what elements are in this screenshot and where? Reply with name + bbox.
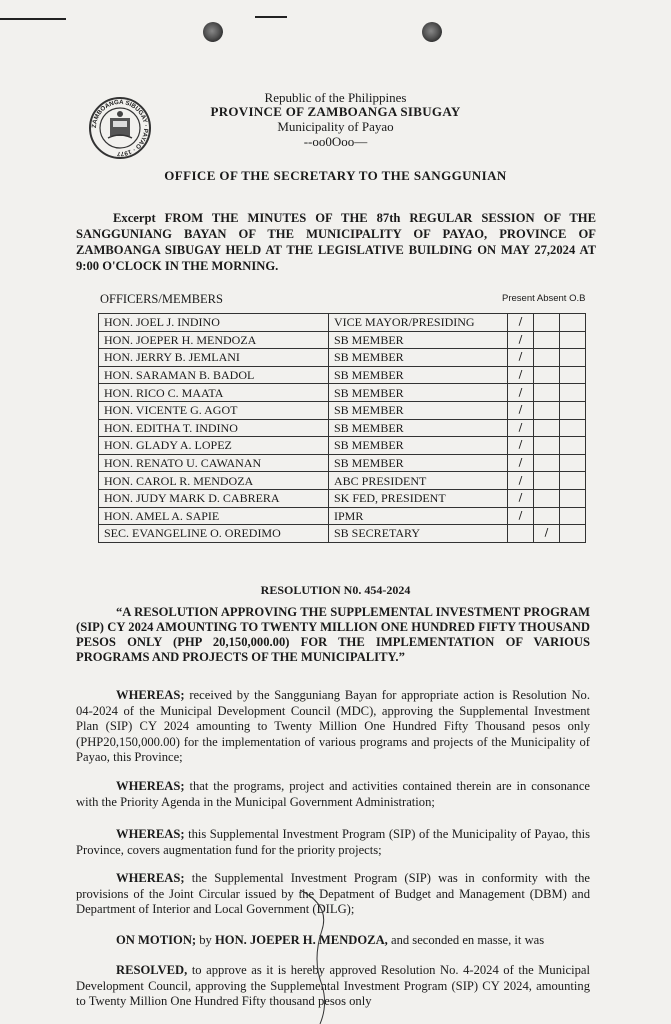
paragraph-lead: WHEREAS; (116, 827, 185, 841)
ob-mark (560, 331, 586, 349)
present-mark: / (508, 401, 534, 419)
absent-mark (534, 454, 560, 472)
member-position: SB MEMBER (329, 384, 508, 402)
present-mark: / (508, 472, 534, 490)
whereas-paragraph (76, 827, 590, 858)
resolved-paragraph (76, 963, 590, 1010)
office-title: OFFICE OF THE SECRETARY TO THE SANGGUNIAN (164, 168, 507, 183)
member-position: SB MEMBER (329, 419, 508, 437)
member-name: HON. JOEL J. INDINO (99, 314, 329, 332)
mover-name: HON. JOEPER H. MENDOZA, (215, 933, 388, 947)
paragraph-lead: RESOLVED, (116, 963, 188, 977)
session-excerpt (76, 210, 596, 274)
whereas-paragraph (76, 779, 590, 810)
paragraph-text: the Supplemental Investment Program (SIP) was in conformity with the provisions of the Joint Circular issued by the Depatment of Budget and Management (DBM) and Department of Interior and Local Government (DILG); (76, 871, 590, 916)
attendance-row (99, 384, 586, 402)
absent-mark (534, 331, 560, 349)
municipality-line: Municipality of Payao (277, 119, 394, 134)
member-name: HON. JOEPER H. MENDOZA (99, 331, 329, 349)
member-position: SK FED, PRESIDENT (329, 489, 508, 507)
paragraph-text: received by the Sangguniang Bayan for appropriate action is Resolution No. 04-2024 of the Municipal Development Council (MDC), approving the Supplemental Investment Plan (SIP) CY 2024 amounting to Twenty Million One Hundred Fifty Thousand pesos only (PHP20,150,000.00) for the implementation of various programs and projects of the Municipality of Payao, this Province; (76, 688, 590, 764)
member-position: SB MEMBER (329, 454, 508, 472)
member-position: SB MEMBER (329, 401, 508, 419)
present-mark: / (508, 314, 534, 332)
ob-mark (560, 384, 586, 402)
present-mark: / (508, 384, 534, 402)
member-name: HON. JERRY B. JEMLANI (99, 349, 329, 367)
attendance-row (99, 437, 586, 455)
member-name: HON. AMEL A. SAPIE (99, 507, 329, 525)
absent-mark (534, 314, 560, 332)
whereas-paragraph (76, 688, 590, 766)
ob-mark (560, 419, 586, 437)
absent-mark (534, 366, 560, 384)
member-name: HON. VICENTE G. AGOT (99, 401, 329, 419)
member-name: HON. JUDY MARK D. CABRERA (99, 489, 329, 507)
attendance-row (99, 419, 586, 437)
member-name: HON. SARAMAN B. BADOL (99, 366, 329, 384)
member-position: SB MEMBER (329, 437, 508, 455)
paragraph-text: and seconded en masse, it was (387, 933, 545, 947)
officers-heading: OFFICERS/MEMBERS (100, 292, 223, 306)
member-name: SEC. EVANGELINE O. OREDIMO (99, 525, 329, 543)
member-position: VICE MAYOR/PRESIDING (329, 314, 508, 332)
attendance-row (99, 331, 586, 349)
attendance-columns-label: Present Absent O.B (502, 293, 586, 304)
ob-mark (560, 454, 586, 472)
ob-mark (560, 489, 586, 507)
excerpt-text: OF THE SANGGUNIANG BAYAN OF THE MUNICIPALITY OF PAYAO, PROVINCE OF ZAMBOANGA SIBUGAY HELD AT THE LEGISLATIVE BUILDING ON MAY 27,2024 AT 9:00 O'CLOCK IN THE MORNING. (76, 211, 596, 273)
attendance-row (99, 366, 586, 384)
member-name: HON. GLADY A. LOPEZ (99, 437, 329, 455)
ob-mark (560, 401, 586, 419)
attendance-row (99, 507, 586, 525)
present-mark: / (508, 437, 534, 455)
province-line: PROVINCE OF ZAMBOANGA SIBUGAY (210, 104, 461, 119)
absent-mark (534, 437, 560, 455)
paragraph-lead: ON MOTION; (116, 933, 197, 947)
attendance-row (99, 489, 586, 507)
ob-mark (560, 349, 586, 367)
attendance-row (99, 349, 586, 367)
absent-mark (534, 401, 560, 419)
ob-mark (560, 507, 586, 525)
attendance-row (99, 454, 586, 472)
header-ornament: --oo0Ooo— (303, 134, 368, 149)
present-mark: / (508, 331, 534, 349)
paragraph-text: that the programs, project and activities contained therein are in consonance with the Priority Agenda in the Municipal Government Administration; (76, 779, 590, 809)
motion-paragraph (76, 933, 590, 949)
member-name: HON. RENATO U. CAWANAN (99, 454, 329, 472)
paragraph-text: by (196, 933, 215, 947)
punch-hole-left (203, 22, 223, 42)
member-position: SB MEMBER (329, 366, 508, 384)
excerpt-first-line: Excerpt FROM THE MINUTES OF THE 87th REGULAR SESSION (113, 211, 535, 225)
paragraph-text: to approve as it is hereby approved Resolution No. 4-2024 of the Municipal Development Council, approving the Supplemental Investment Program (SIP) CY 2024, amounting to Twenty Million One Hundred Fifty thousand pesos only (76, 963, 590, 1008)
member-name: HON. CAROL R. MENDOZA (99, 472, 329, 490)
member-position: IPMR (329, 507, 508, 525)
member-name: HON. RICO C. MAATA (99, 384, 329, 402)
ob-mark (560, 366, 586, 384)
present-mark: / (508, 489, 534, 507)
absent-mark (534, 384, 560, 402)
whereas-paragraph (76, 871, 590, 918)
resolution-title (76, 605, 590, 665)
absent-mark (534, 419, 560, 437)
absent-mark (534, 489, 560, 507)
absent-mark: / (534, 525, 560, 543)
present-mark: / (508, 454, 534, 472)
attendance-row (99, 472, 586, 490)
absent-mark (534, 472, 560, 490)
member-position: SB SECRETARY (329, 525, 508, 543)
resolution-number: RESOLUTION N0. 454-2024 (260, 583, 411, 597)
present-mark: / (508, 366, 534, 384)
member-position: ABC PRESIDENT (329, 472, 508, 490)
member-position: SB MEMBER (329, 331, 508, 349)
attendance-row (99, 314, 586, 332)
attendance-table (98, 313, 586, 543)
paragraph-lead: WHEREAS; (116, 871, 185, 885)
ob-mark (560, 525, 586, 543)
present-mark: / (508, 507, 534, 525)
attendance-row (99, 525, 586, 543)
resolution-title-first: “A RESOLUTION APPROVING THE SUPPLEMENTAL INVESTMENT (116, 605, 521, 619)
republic-line: Republic of the Philippines (264, 90, 407, 105)
attendance-row (99, 401, 586, 419)
punch-hole-right (422, 22, 442, 42)
present-mark (508, 525, 534, 543)
svg-text:ZAMBOANGA SIBUGAY · PAYAO · 19: ZAMBOANGA SIBUGAY · PAYAO · 1977 (90, 98, 150, 158)
paragraph-lead: WHEREAS; (116, 779, 185, 793)
scan-mark-line (0, 18, 66, 20)
ob-mark (560, 437, 586, 455)
ob-mark (560, 472, 586, 490)
member-position: SB MEMBER (329, 349, 508, 367)
ob-mark (560, 314, 586, 332)
present-mark: / (508, 419, 534, 437)
member-name: HON. EDITHA T. INDINO (99, 419, 329, 437)
present-mark: / (508, 349, 534, 367)
paragraph-lead: WHEREAS; (116, 688, 185, 702)
scan-mark-line (255, 16, 287, 18)
absent-mark (534, 349, 560, 367)
paragraph-text: this Supplemental Investment Program (SIP) of the Municipality of Payao, this Province, covers augmentation fund for the priority projects; (76, 827, 590, 857)
absent-mark (534, 507, 560, 525)
resolution-title-rest: PROGRAM (SIP) CY 2024 AMOUNTING TO TWENTY MILLION ONE HUNDRED FIFTY THOUSAND PESOS ONLY (PHP 20,150,000.00) FOR THE IMPLEMENTATION OF VARIOUS PROGRAMS AND PROJECTS OF THE MUNICIPALITY.” (76, 605, 590, 664)
